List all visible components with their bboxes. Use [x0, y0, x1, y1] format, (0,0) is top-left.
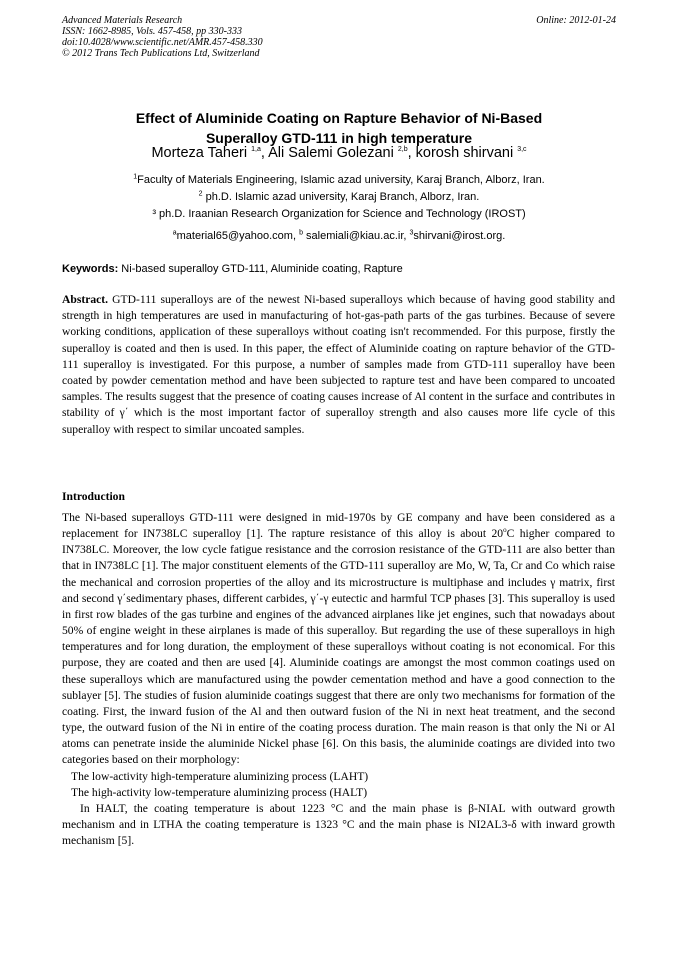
email-b: salemiali@kiau.ac.ir, [302, 230, 410, 242]
keywords-label: Keywords: [62, 263, 119, 275]
introduction-paragraph-1 [62, 510, 615, 769]
abstract-label: Abstract. [62, 293, 109, 306]
intro-p1-part-a: The Ni-based superalloys GTD-111 were designed in mid-1970s by GE company and have been considered as a replacement for IN738LC superalloy [1]. The rapture resistance of this alloy is about 20 [62, 511, 615, 541]
author-2: , Ali Salemi Golezani [260, 145, 398, 161]
online-date: Online: 2012-01-24 [536, 15, 616, 26]
list-item-halt: The high-activity low-temperature aluminizing process (HALT) [71, 785, 368, 799]
keywords-text: Ni-based superalloy GTD-111, Aluminide coating, Rapture [118, 263, 403, 275]
keywords [62, 262, 618, 276]
degree-sup: o [503, 526, 507, 535]
author-3-sup: 3,c [517, 146, 527, 154]
affiliation-1-text: Faculty of Materials Engineering, Islamic azad university, Karaj Branch, Alborz, Iran. [137, 174, 545, 186]
journal-header [62, 15, 616, 59]
affiliation-2-sup: 2 [198, 190, 203, 198]
email-c: shirvani@irost.org. [413, 230, 506, 242]
email-b-sup: b [299, 229, 303, 237]
intro-p1-part-b: C higher compared to IN738LC. Moreover, the low cycle fatigue resistance and the corrosion resistance of the GTD-111 are also better than that in IN738LC [1]. The major constituent elements of the GTD-111 superalloy are Mo, W, Ta, Cr and Co which raise the mechanical and corrosion properties of the alloy and its microstructure is multiphase and includes γ matrix, first and second γ΄sedimentary phases, different carbides, γ΄-γ eutectic and harmful TCP phases [3]. This superalloy is used in first row blades of the gas turbine and engines of the advanced airplanes like jet engines, such that nowadays about 50% of engine weight in these airplanes is made of this superalloy. But regarding the use of these superalloys in high temperatures and for long duration, the employment of these superalloys without coating is not economical. For this purpose, they are coated and then are used [4]. Aluminide coatings are amongst the most common coatings used on these superalloys which are manufactured using the powder cementation method and have a good connection to the sublayer [5]. The studies of fusion aluminide coatings suggest that there are only two mechanisms for formation of the coating. First, the inward fusion of the Al and then outward fusion of the Ni in next heat treatment, and the second type, the outward fusion of the Ni in entire of the coating process duration. The main reason is that only the Ni or Al atoms can penetrate inside the aluminide Nickel phase [6]. On this basis, the aluminide coatings are divided into two categories based on their morphology: [62, 527, 615, 767]
list-item-laht: The low-activity high-temperature aluminizing process (LAHT) [71, 769, 369, 783]
affiliations [40, 172, 638, 223]
abstract [62, 292, 615, 438]
author-2-sup: 2,b [397, 146, 408, 154]
introduction-body [62, 510, 615, 849]
introduction-heading: Introduction [62, 490, 125, 503]
journal-name: Advanced Materials Research [62, 15, 183, 26]
author-list [40, 144, 638, 162]
author-3: , korosh shirvani [407, 145, 518, 161]
author-emails [40, 229, 638, 243]
title-line-2: Superalloy GTD-111 in high temperature [205, 130, 473, 146]
affiliation-1-sup: 1 [133, 173, 138, 181]
author-1-sup: 1,a [251, 146, 261, 154]
introduction-paragraph-2: In HALT, the coating temperature is about 1223 °C and the main phase is β-NIAL with outward growth mechanism and in LTHA the coating temperature is 1323 °C and the main phase is NI2AL3-δ with inward growth mechanism [5]. [62, 801, 615, 848]
paper-title [60, 108, 618, 148]
title-line-1: Effect of Aluminide Coating on Rapture Behavior of Ni-Based [135, 110, 543, 126]
abstract-text: GTD-111 superalloys are of the newest Ni-based superalloys which because of having good stability and strength in high temperatures are used in manufacturing of hot-gas-path parts of the gas turbines. Because of severe working conditions, application of these superalloys without coating isn't recommended. For this purpose, firstly the superalloy is coated and then is used. In this paper, the effect of Aluminide coating on rapture behavior of the GTD-111 superalloy is investigated. For this purpose, a number of samples made from GTD-111 superalloy have been coated by powder cementation method and have been subjected to rapture test and have been compared to uncoated samples. The results suggest that the presence of coating causes increase of Al content in the surface and contributes in stability of γ΄ which is the most important factor of superalloy strength and also causes more life cycle of this superalloy with respect to similar uncoated samples. [62, 293, 615, 436]
affiliation-2-text: ph.D. Islamic azad university, Karaj Branch, Alborz, Iran. [202, 191, 480, 203]
affiliation-1 [40, 172, 638, 189]
doi-line: doi:10.4028/www.scientific.net/AMR.457-458.330 [62, 37, 263, 48]
issn-line: ISSN: 1662-8985, Vols. 457-458, pp 330-333 [62, 26, 242, 37]
email-a-sup: a [172, 229, 177, 237]
email-c-sup: 3 [409, 229, 414, 237]
affiliation-3: ³ ph.D. Iraanian Research Organization for Science and Technology (IROST) [152, 208, 526, 220]
email-a: material65@yahoo.com, [176, 230, 300, 242]
affiliation-2 [40, 189, 638, 206]
author-1: Morteza Taheri [151, 145, 252, 161]
copyright-line: © 2012 Trans Tech Publications Ltd, Switzerland [62, 48, 260, 59]
